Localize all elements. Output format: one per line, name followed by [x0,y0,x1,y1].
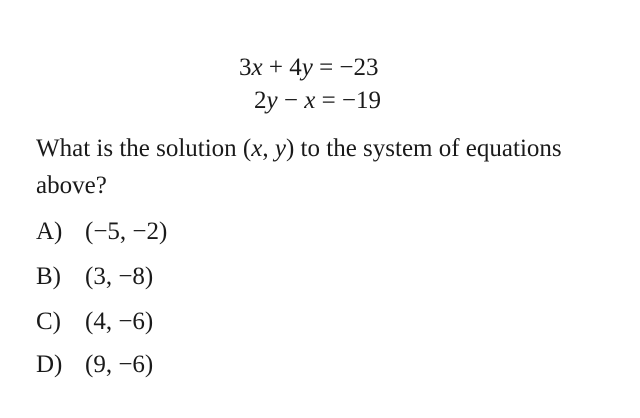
choice-d-answer: (9, −6) [85,351,154,378]
choice-b[interactable] [36,262,153,292]
equation-1-coef-a: 3 [239,54,252,81]
choice-b-answer: (3, −8) [85,263,154,290]
equation-2-operator: − [277,87,305,114]
question-pair-y: y [274,135,286,162]
equation-2 [254,86,381,116]
choice-c-answer: (4, −6) [85,308,154,335]
choice-c[interactable] [36,307,153,337]
equation-1-rhs: = −23 [312,54,379,81]
choice-a-answer: (−5, −2) [85,218,168,245]
question-pair-open: ( [242,135,252,162]
choice-a-letter: A) [36,218,63,245]
equation-2-var-2: x [304,87,316,114]
choice-d-letter: D) [36,351,63,378]
question-pair-x: x [251,135,263,162]
equation-2-var-1: y [266,87,278,114]
equation-1-coef-b: 4 [289,54,302,81]
choice-d[interactable] [36,350,153,380]
question-text [36,130,616,204]
equation-1 [239,53,379,83]
question-after: to the system of equations above? [36,135,562,199]
choice-a[interactable] [36,217,167,247]
equation-2-rhs: = −19 [315,87,382,114]
choice-b-letter: B) [36,263,61,290]
question-before: What is the solution [36,135,243,162]
equation-1-operator: + [262,54,290,81]
question-pair-sep: , [262,135,275,162]
equation-1-var-2: y [301,54,313,81]
choice-c-letter: C) [36,308,61,335]
equation-1-var-1: x [251,54,263,81]
equation-2-coef-a: 2 [254,87,267,114]
question-pair-close: ) [285,135,295,162]
